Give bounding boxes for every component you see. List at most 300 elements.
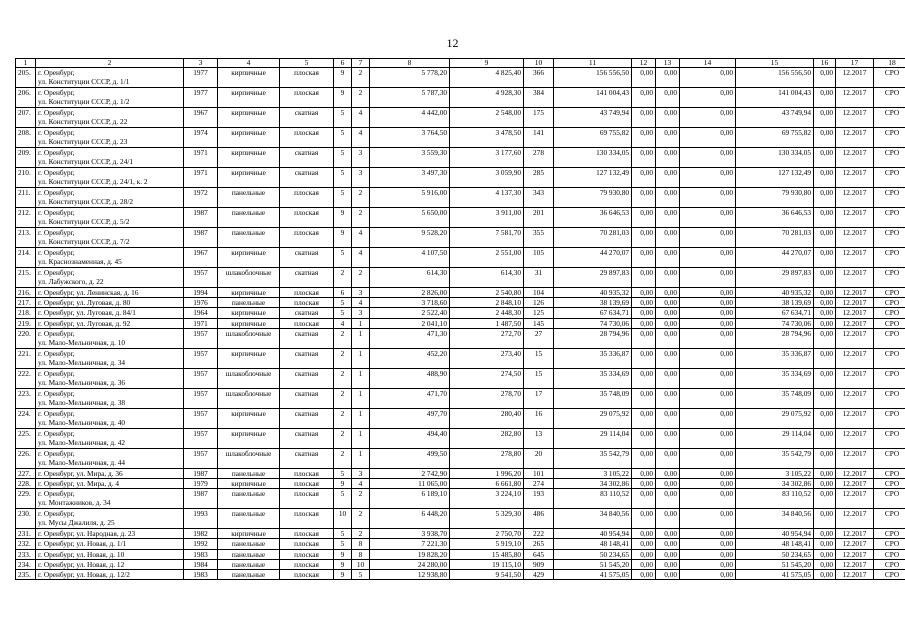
column-index-cell: 8 — [370, 59, 450, 68]
entrances-cell: 8 — [352, 549, 370, 559]
cost-col-13-cell: 0,00 — [656, 128, 680, 148]
row-number-cell: 232. — [16, 539, 36, 549]
cost-col-12-cell: 0,00 — [632, 108, 656, 128]
residents-cell: 27 — [524, 328, 554, 348]
completion-date-cell: 12.2017 — [836, 108, 874, 128]
wall-material-cell: панельные — [218, 539, 280, 549]
completion-date-cell: 12.2017 — [836, 388, 874, 408]
completion-date-cell: 12.2017 — [836, 539, 874, 549]
total-area-cell: 19 828,20 — [370, 549, 450, 559]
year-built-cell: 1994 — [184, 288, 218, 298]
total-cost-cell: 70 281,03 — [554, 228, 632, 248]
address-cell — [36, 489, 184, 509]
living-area-cell: 4 928,30 — [450, 88, 524, 108]
address-cell — [36, 368, 184, 388]
row-number-cell: 231. — [16, 529, 36, 539]
entrances-cell: 3 — [352, 168, 370, 188]
address-cell — [36, 448, 184, 468]
table-row — [16, 318, 905, 328]
roof-type-cell: скатная — [280, 268, 334, 288]
table-row — [16, 208, 905, 228]
address-line-2: ул. Конституции СССР, д. 24/1 — [38, 157, 134, 167]
year-built-cell: 1977 — [184, 88, 218, 108]
floors-cell: 5 — [334, 148, 352, 168]
completion-date-cell: 12.2017 — [836, 489, 874, 509]
row-number-cell: 211. — [16, 188, 36, 208]
completion-date-cell: 12.2017 — [836, 208, 874, 228]
cost-col-16-cell: 0,00 — [814, 570, 836, 580]
total-area-cell: 5 916,00 — [370, 188, 450, 208]
cost-col-13-cell: 0,00 — [656, 570, 680, 580]
floors-cell: 9 — [334, 559, 352, 569]
address-line-2: ул. Мало-Мельничная, д. 36 — [38, 378, 126, 388]
address-cell — [36, 268, 184, 288]
year-built-cell: 1976 — [184, 298, 218, 308]
cost-col-13-cell: 0,00 — [656, 408, 680, 428]
fund-cost-cell: 41 575,05 — [736, 570, 814, 580]
cost-col-12-cell: 0,00 — [632, 529, 656, 539]
total-cost-cell: 51 545,20 — [554, 559, 632, 569]
total-cost-cell: 28 794,96 — [554, 328, 632, 348]
cost-col-13-cell: 0,00 — [656, 298, 680, 308]
living-area-cell: 278,80 — [450, 448, 524, 468]
funding-method-cell: СРО — [874, 388, 905, 408]
cost-col-13-cell: 0,00 — [656, 168, 680, 188]
cost-col-14-cell: 0,00 — [680, 268, 736, 288]
living-area-cell: 2 548,00 — [450, 108, 524, 128]
total-area-cell: 6 189,10 — [370, 489, 450, 509]
cost-col-16-cell: 0,00 — [814, 408, 836, 428]
row-number-cell: 234. — [16, 559, 36, 569]
total-cost-cell: 38 139,69 — [554, 298, 632, 308]
fund-cost-cell: 141 004,43 — [736, 88, 814, 108]
address-line-2: ул. Конституции СССР, д. 23 — [38, 137, 128, 147]
wall-material-cell: кирпичные — [218, 288, 280, 298]
cost-col-14-cell: 0,00 — [680, 88, 736, 108]
address-line-2: ул. Монтажников, д. 34 — [38, 498, 111, 508]
row-number-cell: 209. — [16, 148, 36, 168]
total-cost-cell: 29 897,83 — [554, 268, 632, 288]
year-built-cell: 1957 — [184, 268, 218, 288]
floors-cell: 5 — [334, 539, 352, 549]
total-area-cell: 2 522,40 — [370, 308, 450, 318]
wall-material-cell: панельные — [218, 188, 280, 208]
cost-col-12-cell: 0,00 — [632, 248, 656, 268]
entrances-cell: 3 — [352, 288, 370, 298]
funding-method-cell: СРО — [874, 188, 905, 208]
cost-col-16-cell: 0,00 — [814, 308, 836, 318]
cost-col-12-cell: 0,00 — [632, 509, 656, 529]
address-line-2: ул. Конституции СССР, д. 24/1, к. 2 — [38, 177, 148, 187]
table-row — [16, 308, 905, 318]
fund-cost-cell: 34 840,56 — [736, 509, 814, 529]
total-area-cell: 3 764,50 — [370, 128, 450, 148]
roof-type-cell: плоская — [280, 570, 334, 580]
residents-cell: 201 — [524, 208, 554, 228]
funding-method-cell: СРО — [874, 428, 905, 448]
residents-cell: 17 — [524, 388, 554, 408]
wall-material-cell: панельные — [218, 489, 280, 509]
fund-cost-cell: 35 542,79 — [736, 448, 814, 468]
total-cost-cell: 50 234,65 — [554, 549, 632, 559]
cost-col-13-cell: 0,00 — [656, 539, 680, 549]
residents-cell: 105 — [524, 248, 554, 268]
total-area-cell: 2 041,10 — [370, 318, 450, 328]
cost-col-13-cell: 0,00 — [656, 248, 680, 268]
row-number-cell: 210. — [16, 168, 36, 188]
cost-col-13-cell: 0,00 — [656, 88, 680, 108]
cost-col-14-cell: 0,00 — [680, 288, 736, 298]
total-cost-cell: 83 110,52 — [554, 489, 632, 509]
cost-col-12-cell: 0,00 — [632, 318, 656, 328]
total-cost-cell: 74 730,06 — [554, 318, 632, 328]
total-cost-cell: 41 575,05 — [554, 570, 632, 580]
row-number-cell: 215. — [16, 268, 36, 288]
roof-type-cell: скатная — [280, 328, 334, 348]
address-cell — [36, 248, 184, 268]
year-built-cell: 1993 — [184, 509, 218, 529]
floors-cell: 5 — [334, 308, 352, 318]
residents-cell: 274 — [524, 479, 554, 489]
cost-col-16-cell: 0,00 — [814, 168, 836, 188]
living-area-cell: 282,80 — [450, 428, 524, 448]
cost-col-16-cell: 0,00 — [814, 248, 836, 268]
residents-cell: 31 — [524, 268, 554, 288]
wall-material-cell: кирпичные — [218, 128, 280, 148]
cost-col-14-cell: 0,00 — [680, 448, 736, 468]
total-cost-cell: 44 270,07 — [554, 248, 632, 268]
row-number-cell: 222. — [16, 368, 36, 388]
entrances-cell: 2 — [352, 489, 370, 509]
cost-col-16-cell: 0,00 — [814, 108, 836, 128]
completion-date-cell: 12.2017 — [836, 428, 874, 448]
fund-cost-cell: 28 794,96 — [736, 328, 814, 348]
cost-col-14-cell: 0,00 — [680, 529, 736, 539]
wall-material-cell: кирпичные — [218, 88, 280, 108]
year-built-cell: 1987 — [184, 468, 218, 478]
completion-date-cell: 12.2017 — [836, 228, 874, 248]
wall-material-cell: панельные — [218, 549, 280, 559]
residents-cell: 355 — [524, 228, 554, 248]
column-index-cell: 5 — [280, 59, 334, 68]
cost-col-13-cell: 0,00 — [656, 468, 680, 478]
total-area-cell: 6 448,20 — [370, 509, 450, 529]
cost-col-16-cell: 0,00 — [814, 128, 836, 148]
cost-col-16-cell: 0,00 — [814, 268, 836, 288]
living-area-cell: 3 177,60 — [450, 148, 524, 168]
roof-type-cell: плоская — [280, 468, 334, 478]
cost-col-12-cell: 0,00 — [632, 408, 656, 428]
row-number-cell: 208. — [16, 128, 36, 148]
completion-date-cell: 12.2017 — [836, 88, 874, 108]
address-line-2: ул. Конституции СССР, д. 1/2 — [38, 97, 130, 107]
table-row — [16, 88, 905, 108]
total-area-cell: 5 778,20 — [370, 68, 450, 88]
row-number-cell: 213. — [16, 228, 36, 248]
roof-type-cell: скатная — [280, 108, 334, 128]
cost-col-13-cell: 0,00 — [656, 388, 680, 408]
funding-method-cell: СРО — [874, 168, 905, 188]
residents-cell: 15 — [524, 348, 554, 368]
table-row — [16, 479, 905, 489]
row-number-cell: 235. — [16, 570, 36, 580]
table-row — [16, 529, 905, 539]
floors-cell: 9 — [334, 68, 352, 88]
address-line-1: г. Оренбург, — [38, 208, 75, 217]
residents-cell: 222 — [524, 529, 554, 539]
fund-cost-cell: 50 234,65 — [736, 549, 814, 559]
address-line-2: ул. Мало-Мельничная, д. 42 — [38, 438, 126, 448]
living-area-cell: 9 541,50 — [450, 570, 524, 580]
living-area-cell: 280,40 — [450, 408, 524, 428]
cost-col-16-cell: 0,00 — [814, 188, 836, 208]
address-line-1: г. Оренбург, — [38, 368, 75, 378]
cost-col-13-cell: 0,00 — [656, 288, 680, 298]
total-cost-cell: 36 646,53 — [554, 208, 632, 228]
residents-cell: 15 — [524, 368, 554, 388]
fund-cost-cell: 29 114,04 — [736, 428, 814, 448]
row-number-cell: 227. — [16, 468, 36, 478]
cost-col-12-cell: 0,00 — [632, 448, 656, 468]
cost-col-14-cell: 0,00 — [680, 228, 736, 248]
row-number-cell: 221. — [16, 348, 36, 368]
total-area-cell: 3 938,70 — [370, 529, 450, 539]
table-row — [16, 68, 905, 88]
entrances-cell: 2 — [352, 509, 370, 529]
total-cost-cell: 43 749,94 — [554, 108, 632, 128]
fund-cost-cell: 35 336,87 — [736, 348, 814, 368]
roof-type-cell: скатная — [280, 388, 334, 408]
column-index-cell: 3 — [184, 59, 218, 68]
cost-col-13-cell: 0,00 — [656, 368, 680, 388]
column-index-cell: 7 — [352, 59, 370, 68]
address-line-1: г. Оренбург, — [38, 68, 75, 77]
wall-material-cell: панельные — [218, 208, 280, 228]
entrances-cell: 2 — [352, 68, 370, 88]
entrances-cell: 4 — [352, 479, 370, 489]
table-row — [16, 489, 905, 509]
wall-material-cell: панельные — [218, 468, 280, 478]
cost-col-14-cell: 0,00 — [680, 570, 736, 580]
roof-type-cell: скатная — [280, 348, 334, 368]
roof-type-cell: плоская — [280, 298, 334, 308]
living-area-cell: 2 551,00 — [450, 248, 524, 268]
fund-cost-cell: 40 954,94 — [736, 529, 814, 539]
cost-col-14-cell: 0,00 — [680, 108, 736, 128]
completion-date-cell: 12.2017 — [836, 268, 874, 288]
cost-col-16-cell: 0,00 — [814, 88, 836, 108]
residents-cell: 486 — [524, 509, 554, 529]
total-cost-cell: 141 004,43 — [554, 88, 632, 108]
floors-cell: 5 — [334, 188, 352, 208]
address-cell — [36, 479, 184, 489]
table-row — [16, 348, 905, 368]
cost-col-16-cell: 0,00 — [814, 559, 836, 569]
column-index-cell: 6 — [334, 59, 352, 68]
completion-date-cell: 12.2017 — [836, 318, 874, 328]
total-cost-cell: 3 105,22 — [554, 468, 632, 478]
address-line-1: г. Оренбург, — [38, 448, 75, 458]
cost-col-13-cell: 0,00 — [656, 529, 680, 539]
total-area-cell: 494,40 — [370, 428, 450, 448]
roof-type-cell: скатная — [280, 428, 334, 448]
completion-date-cell: 12.2017 — [836, 549, 874, 559]
fund-cost-cell: 70 281,03 — [736, 228, 814, 248]
fund-cost-cell: 29 897,83 — [736, 268, 814, 288]
living-area-cell: 5 919,10 — [450, 539, 524, 549]
column-index-cell: 1 — [16, 59, 36, 68]
entrances-cell: 1 — [352, 368, 370, 388]
cost-col-14-cell: 0,00 — [680, 308, 736, 318]
wall-material-cell: шлакоблочные — [218, 448, 280, 468]
floors-cell: 2 — [334, 368, 352, 388]
wall-material-cell: шлакоблочные — [218, 368, 280, 388]
cost-col-12-cell: 0,00 — [632, 88, 656, 108]
address-line-1: г. Оренбург, — [38, 428, 75, 438]
living-area-cell: 3 059,90 — [450, 168, 524, 188]
floors-cell: 5 — [334, 529, 352, 539]
year-built-cell: 1957 — [184, 408, 218, 428]
cost-col-12-cell: 0,00 — [632, 549, 656, 559]
residents-cell: 141 — [524, 128, 554, 148]
cost-col-12-cell: 0,00 — [632, 128, 656, 148]
row-number-cell: 225. — [16, 428, 36, 448]
address-line-2: ул. Краснознаменная, д. 45 — [38, 257, 122, 267]
total-area-cell: 2 826,00 — [370, 288, 450, 298]
cost-col-12-cell: 0,00 — [632, 298, 656, 308]
cost-col-16-cell: 0,00 — [814, 509, 836, 529]
cost-col-14-cell: 0,00 — [680, 168, 736, 188]
address-line-1: г. Оренбург, — [38, 348, 75, 358]
roof-type-cell: скатная — [280, 448, 334, 468]
fund-cost-cell: 34 302,86 — [736, 479, 814, 489]
address-cell — [36, 408, 184, 428]
wall-material-cell: панельные — [218, 559, 280, 569]
cost-col-13-cell: 0,00 — [656, 188, 680, 208]
address-line-2: ул. Конституции СССР, д. 28/2 — [38, 197, 134, 207]
table-row — [16, 539, 905, 549]
residents-cell: 145 — [524, 318, 554, 328]
row-number-cell: 212. — [16, 208, 36, 228]
fund-cost-cell: 29 075,92 — [736, 408, 814, 428]
funding-method-cell: СРО — [874, 308, 905, 318]
living-area-cell: 2 540,80 — [450, 288, 524, 298]
cost-col-14-cell: 0,00 — [680, 559, 736, 569]
floors-cell: 2 — [334, 448, 352, 468]
total-cost-cell: 40 935,32 — [554, 288, 632, 298]
cost-col-13-cell: 0,00 — [656, 328, 680, 348]
table-row — [16, 298, 905, 308]
fund-cost-cell: 156 556,50 — [736, 68, 814, 88]
row-number-cell: 220. — [16, 328, 36, 348]
living-area-cell: 6 661,80 — [450, 479, 524, 489]
floors-cell: 9 — [334, 570, 352, 580]
cost-col-14-cell: 0,00 — [680, 298, 736, 308]
year-built-cell: 1964 — [184, 308, 218, 318]
row-number-cell: 214. — [16, 248, 36, 268]
table-row — [16, 468, 905, 478]
address-line-1: г. Оренбург, ул. Луговая, д. 80 — [38, 298, 131, 308]
address-cell — [36, 168, 184, 188]
fund-cost-cell: 67 634,71 — [736, 308, 814, 318]
cost-col-12-cell: 0,00 — [632, 268, 656, 288]
living-area-cell: 3 478,50 — [450, 128, 524, 148]
funding-method-cell: СРО — [874, 248, 905, 268]
cost-col-12-cell: 0,00 — [632, 208, 656, 228]
entrances-cell: 4 — [352, 298, 370, 308]
floors-cell: 9 — [334, 228, 352, 248]
wall-material-cell: кирпичные — [218, 248, 280, 268]
living-area-cell: 15 485,80 — [450, 549, 524, 559]
fund-cost-cell: 69 755,82 — [736, 128, 814, 148]
row-number-cell: 205. — [16, 68, 36, 88]
year-built-cell: 1971 — [184, 168, 218, 188]
funding-method-cell: СРО — [874, 549, 905, 559]
wall-material-cell: кирпичные — [218, 68, 280, 88]
address-cell — [36, 570, 184, 580]
residents-cell: 126 — [524, 298, 554, 308]
funding-method-cell: СРО — [874, 328, 905, 348]
fund-cost-cell: 40 935,32 — [736, 288, 814, 298]
residents-cell: 193 — [524, 489, 554, 509]
entrances-cell: 1 — [352, 428, 370, 448]
cost-col-13-cell: 0,00 — [656, 318, 680, 328]
fund-cost-cell: 35 334,69 — [736, 368, 814, 388]
address-cell — [36, 549, 184, 559]
roof-type-cell: плоская — [280, 208, 334, 228]
floors-cell: 2 — [334, 328, 352, 348]
address-cell — [36, 318, 184, 328]
entrances-cell: 3 — [352, 468, 370, 478]
cost-col-12-cell: 0,00 — [632, 368, 656, 388]
living-area-cell: 3 224,10 — [450, 489, 524, 509]
cost-col-16-cell: 0,00 — [814, 539, 836, 549]
address-line-2: ул. Конституции СССР, д. 7/2 — [38, 237, 130, 247]
roof-type-cell: плоская — [280, 559, 334, 569]
year-built-cell: 1957 — [184, 428, 218, 448]
cost-col-12-cell: 0,00 — [632, 68, 656, 88]
roof-type-cell: плоская — [280, 318, 334, 328]
address-line-2: ул. Мало-Мельничная, д. 10 — [38, 338, 126, 348]
address-cell — [36, 348, 184, 368]
wall-material-cell: панельные — [218, 298, 280, 308]
row-number-cell: 219. — [16, 318, 36, 328]
completion-date-cell: 12.2017 — [836, 368, 874, 388]
floors-cell: 9 — [334, 88, 352, 108]
page-number: 12 — [446, 36, 459, 50]
completion-date-cell: 12.2017 — [836, 288, 874, 298]
total-area-cell: 3 559,30 — [370, 148, 450, 168]
residents-cell: 909 — [524, 559, 554, 569]
residents-cell: 101 — [524, 468, 554, 478]
cost-col-12-cell: 0,00 — [632, 468, 656, 478]
wall-material-cell: шлакоблочные — [218, 268, 280, 288]
completion-date-cell: 12.2017 — [836, 529, 874, 539]
address-cell — [36, 328, 184, 348]
address-line-1: г. Оренбург, ул. Народная, д. 23 — [38, 529, 136, 539]
address-cell — [36, 529, 184, 539]
floors-cell: 5 — [334, 248, 352, 268]
row-number-cell: 228. — [16, 479, 36, 489]
floors-cell: 9 — [334, 549, 352, 559]
year-built-cell: 1972 — [184, 188, 218, 208]
row-number-cell: 233. — [16, 549, 36, 559]
roof-type-cell: скатная — [280, 308, 334, 318]
roof-type-cell: плоская — [280, 88, 334, 108]
wall-material-cell: кирпичные — [218, 529, 280, 539]
funding-method-cell: СРО — [874, 318, 905, 328]
address-cell — [36, 148, 184, 168]
